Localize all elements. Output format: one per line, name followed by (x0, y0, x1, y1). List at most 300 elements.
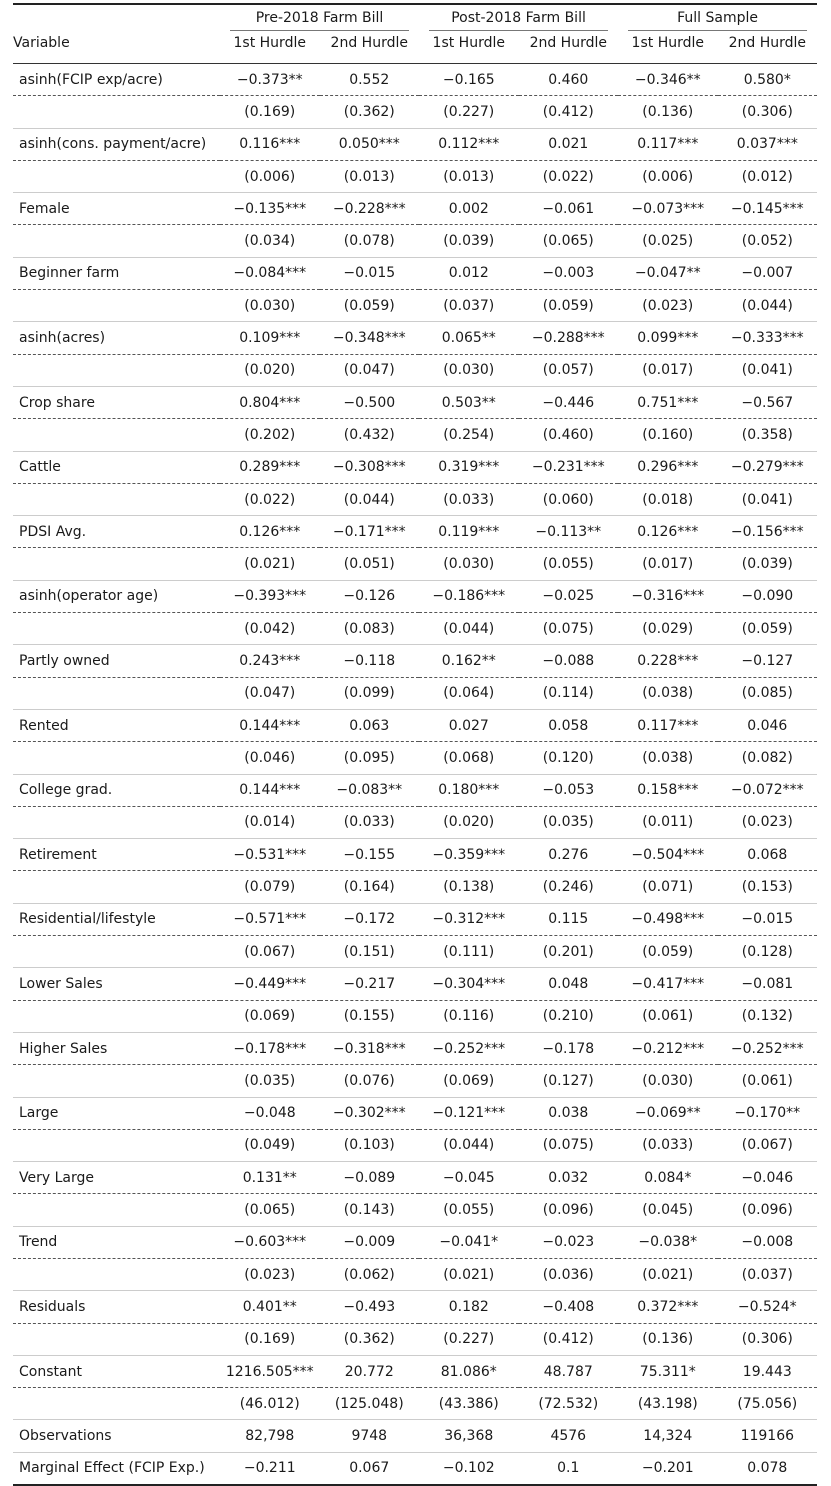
table-cell: −0.212*** (618, 1032, 718, 1064)
variable-label (13, 1323, 220, 1355)
variable-label (13, 1065, 220, 1097)
variable-label (13, 96, 220, 128)
table-cell: (0.069) (419, 1065, 519, 1097)
table-cell: 0.580* (718, 64, 818, 96)
table-cell: (0.059) (519, 290, 619, 322)
table-cell: (0.138) (419, 871, 519, 903)
table-cell: (0.460) (519, 419, 619, 451)
table-cell: 0.021 (519, 128, 619, 160)
table-cell: (0.069) (220, 1000, 320, 1032)
std-error-row (13, 613, 817, 645)
table-cell: −0.312*** (419, 903, 519, 935)
coefficient-row (13, 128, 817, 160)
table-cell: 0.037*** (718, 128, 818, 160)
coefficient-row (13, 1226, 817, 1258)
variable-label: Partly owned (13, 645, 220, 677)
variable-label (13, 1194, 220, 1226)
table-cell: −0.048 (220, 1097, 320, 1129)
table-cell: (0.071) (618, 871, 718, 903)
table-cell: −0.302*** (320, 1097, 420, 1129)
table-cell: (0.067) (718, 1129, 818, 1161)
coefficient-row (13, 839, 817, 871)
table-cell: (0.006) (618, 160, 718, 192)
coefficient-row (13, 451, 817, 483)
table-cell: (0.041) (718, 354, 818, 386)
header-sub-row (13, 35, 817, 64)
table-cell: (0.136) (618, 96, 718, 128)
table-cell: −0.088 (519, 645, 619, 677)
table-cell: 119166 (718, 1420, 818, 1452)
variable-label (13, 613, 220, 645)
table-cell: −0.603*** (220, 1226, 320, 1258)
variable-label: Beginner farm (13, 257, 220, 289)
table-cell: −0.038* (618, 1226, 718, 1258)
table-cell: 0.552 (320, 64, 420, 96)
table-cell: 20.772 (320, 1355, 420, 1387)
coefficient-row (13, 1032, 817, 1064)
table-cell: 75.311* (618, 1355, 718, 1387)
table-cell: −0.279*** (718, 451, 818, 483)
coefficient-row (13, 193, 817, 225)
table-cell: (0.022) (519, 160, 619, 192)
table-cell: −0.333*** (718, 322, 818, 354)
variable-label (13, 936, 220, 968)
table-cell: (0.012) (718, 160, 818, 192)
coefficient-row (13, 709, 817, 741)
table-cell: 0.131** (220, 1162, 320, 1194)
variable-label (13, 160, 220, 192)
table-cell: −0.348*** (320, 322, 420, 354)
table-cell: −0.015 (718, 903, 818, 935)
variable-label: Lower Sales (13, 968, 220, 1000)
table-cell: −0.304*** (419, 968, 519, 1000)
table-cell: (0.055) (519, 548, 619, 580)
table-cell: (0.164) (320, 871, 420, 903)
table-cell: (0.096) (718, 1194, 818, 1226)
table-cell: 0.084* (618, 1162, 718, 1194)
std-error-row (13, 483, 817, 515)
table-cell: (0.306) (718, 96, 818, 128)
table-cell: (0.013) (419, 160, 519, 192)
table-cell: (0.085) (718, 677, 818, 709)
coefficient-row (13, 903, 817, 935)
table-cell: −0.178 (519, 1032, 619, 1064)
variable-header: Variable (13, 35, 220, 64)
table-cell: 0.048 (519, 968, 619, 1000)
std-error-row (13, 1388, 817, 1420)
variable-label: Large (13, 1097, 220, 1129)
coefficient-row (13, 1291, 817, 1323)
table-cell: −0.346** (618, 64, 718, 96)
table-cell: 0.182 (419, 1291, 519, 1323)
variable-label: Constant (13, 1355, 220, 1387)
table-cell: −0.178*** (220, 1032, 320, 1064)
table-cell: (0.021) (618, 1258, 718, 1290)
table-cell: −0.359*** (419, 839, 519, 871)
table-cell: (0.022) (220, 483, 320, 515)
table-cell: (0.044) (419, 1129, 519, 1161)
table-cell: 0.112*** (419, 128, 519, 160)
variable-label: Retirement (13, 839, 220, 871)
table-cell: −0.053 (519, 774, 619, 806)
std-error-row (13, 936, 817, 968)
table-cell: (0.055) (419, 1194, 519, 1226)
std-error-row (13, 290, 817, 322)
table-cell: 0.180*** (419, 774, 519, 806)
std-error-row (13, 742, 817, 774)
table-cell: (0.037) (718, 1258, 818, 1290)
table-cell: −0.069** (618, 1097, 718, 1129)
table-cell: 82,798 (220, 1420, 320, 1452)
variable-label (13, 290, 220, 322)
table-cell: (0.151) (320, 936, 420, 968)
table-cell: (0.033) (419, 483, 519, 515)
table-cell: −0.008 (718, 1226, 818, 1258)
table-cell: (0.042) (220, 613, 320, 645)
variable-label (13, 354, 220, 386)
table-cell: (0.023) (618, 290, 718, 322)
table-cell: (0.136) (618, 1323, 718, 1355)
table-cell: −0.417*** (618, 968, 718, 1000)
table-cell: 0.046 (718, 709, 818, 741)
table-cell: (0.246) (519, 871, 619, 903)
table-cell: (0.039) (718, 548, 818, 580)
table-cell: 0.162** (419, 645, 519, 677)
table-cell: −0.145*** (718, 193, 818, 225)
table-cell: −0.217 (320, 968, 420, 1000)
table-cell: 0.126*** (220, 516, 320, 548)
table-cell: 0.401** (220, 1291, 320, 1323)
table-cell: (0.044) (419, 613, 519, 645)
table-cell: 36,368 (419, 1420, 519, 1452)
table-cell: (0.096) (519, 1194, 619, 1226)
table-cell: (0.362) (320, 96, 420, 128)
table-cell: −0.524* (718, 1291, 818, 1323)
table-cell: −0.308*** (320, 451, 420, 483)
regression-table (13, 3, 817, 1486)
table-cell: (0.059) (618, 936, 718, 968)
coefficient-row (13, 64, 817, 96)
table-cell: −0.009 (320, 1226, 420, 1258)
table-cell: (0.116) (419, 1000, 519, 1032)
std-error-row (13, 1258, 817, 1290)
table-cell: (0.254) (419, 419, 519, 451)
std-error-row (13, 677, 817, 709)
table-cell: −0.493 (320, 1291, 420, 1323)
table-cell: (0.227) (419, 1323, 519, 1355)
table-cell: −0.186*** (419, 580, 519, 612)
table-cell: (0.127) (519, 1065, 619, 1097)
variable-label (13, 419, 220, 451)
table-cell: (0.079) (220, 871, 320, 903)
table-cell: −0.228*** (320, 193, 420, 225)
table-cell: −0.171*** (320, 516, 420, 548)
variable-label: Higher Sales (13, 1032, 220, 1064)
group-header-pre-2018: Pre-2018 Farm Bill (220, 4, 419, 35)
table-cell: −0.373** (220, 64, 320, 96)
table-cell: (0.076) (320, 1065, 420, 1097)
table-cell: 4576 (519, 1420, 619, 1452)
table-cell: (0.039) (419, 225, 519, 257)
table-cell: (0.047) (220, 677, 320, 709)
subheader: 2nd Hurdle (519, 35, 619, 64)
table-cell: (0.111) (419, 936, 519, 968)
coefficient-row (13, 257, 817, 289)
variable-label (13, 1000, 220, 1032)
group-header-full-sample: Full Sample (618, 4, 817, 35)
variable-label: asinh(cons. payment/acre) (13, 128, 220, 160)
table-cell: (0.018) (618, 483, 718, 515)
table-cell: (0.306) (718, 1323, 818, 1355)
table-cell: −0.127 (718, 645, 818, 677)
table-cell: (0.153) (718, 871, 818, 903)
table-cell: 0.289*** (220, 451, 320, 483)
std-error-row (13, 419, 817, 451)
table-cell: (0.025) (618, 225, 718, 257)
table-cell: (0.030) (618, 1065, 718, 1097)
table-cell: 0.065** (419, 322, 519, 354)
variable-label (13, 742, 220, 774)
coefficient-row (13, 968, 817, 1000)
table-cell: −0.170** (718, 1097, 818, 1129)
table-cell: 19.443 (718, 1355, 818, 1387)
table-cell: −0.041* (419, 1226, 519, 1258)
table-cell: (0.059) (320, 290, 420, 322)
coefficient-row (13, 516, 817, 548)
table-cell: −0.408 (519, 1291, 619, 1323)
table-cell: −0.072*** (718, 774, 818, 806)
table-cell: −0.045 (419, 1162, 519, 1194)
table-cell: −0.252*** (419, 1032, 519, 1064)
table-cell: (46.012) (220, 1388, 320, 1420)
table-cell: (125.048) (320, 1388, 420, 1420)
table-cell: 0.460 (519, 64, 619, 96)
table-cell: (0.052) (718, 225, 818, 257)
table-cell: 81.086* (419, 1355, 519, 1387)
variable-label: Female (13, 193, 220, 225)
std-error-row (13, 871, 817, 903)
table-cell: −0.084*** (220, 257, 320, 289)
table-cell: −0.126 (320, 580, 420, 612)
table-cell: −0.571*** (220, 903, 320, 935)
table-cell: (0.047) (320, 354, 420, 386)
coefficient-row (13, 1097, 817, 1129)
table-cell: −0.318*** (320, 1032, 420, 1064)
table-cell: 14,324 (618, 1420, 718, 1452)
table-cell: (0.020) (419, 806, 519, 838)
table-cell: 0.751*** (618, 386, 718, 418)
table-cell: (0.046) (220, 742, 320, 774)
coefficient-row (13, 645, 817, 677)
table-cell: (0.227) (419, 96, 519, 128)
table-cell: 0.116*** (220, 128, 320, 160)
table-cell: (0.021) (220, 548, 320, 580)
variable-label: Rented (13, 709, 220, 741)
observations-row (13, 1420, 817, 1452)
std-error-row (13, 1065, 817, 1097)
table-cell: (0.412) (519, 96, 619, 128)
table-cell: (0.067) (220, 936, 320, 968)
table-cell: (0.021) (419, 1258, 519, 1290)
subheader: 1st Hurdle (220, 35, 320, 64)
variable-label: Residuals (13, 1291, 220, 1323)
table-cell: 0.296*** (618, 451, 718, 483)
variable-label: Cattle (13, 451, 220, 483)
variable-label: PDSI Avg. (13, 516, 220, 548)
table-cell: (43.386) (419, 1388, 519, 1420)
table-cell: (0.075) (519, 1129, 619, 1161)
variable-label: College grad. (13, 774, 220, 806)
table-cell: 0.144*** (220, 774, 320, 806)
table-cell: (0.060) (519, 483, 619, 515)
table-cell: (0.014) (220, 806, 320, 838)
table-cell: (0.362) (320, 1323, 420, 1355)
marginal-effect-row (13, 1452, 817, 1485)
table-cell: 0.119*** (419, 516, 519, 548)
table-cell: −0.015 (320, 257, 420, 289)
table-cell: −0.081 (718, 968, 818, 1000)
std-error-row (13, 1000, 817, 1032)
coefficient-row (13, 386, 817, 418)
table-cell: 0.032 (519, 1162, 619, 1194)
table-cell: 0.012 (419, 257, 519, 289)
std-error-row (13, 806, 817, 838)
table-cell: 0.144*** (220, 709, 320, 741)
table-cell: (0.128) (718, 936, 818, 968)
table-cell: −0.165 (419, 64, 519, 96)
table-cell: (0.169) (220, 96, 320, 128)
table-cell: (72.532) (519, 1388, 619, 1420)
table-cell: (0.065) (220, 1194, 320, 1226)
variable-label: asinh(FCIP exp/acre) (13, 64, 220, 96)
table-cell: (0.036) (519, 1258, 619, 1290)
coefficient-row (13, 580, 817, 612)
table-cell: −0.047** (618, 257, 718, 289)
table-cell: (0.033) (618, 1129, 718, 1161)
variable-label (13, 1129, 220, 1161)
table-cell: 0.243*** (220, 645, 320, 677)
table-cell: 0.126*** (618, 516, 718, 548)
table-cell: (0.114) (519, 677, 619, 709)
variable-label (13, 225, 220, 257)
table-cell: −0.025 (519, 580, 619, 612)
table-cell: −0.504*** (618, 839, 718, 871)
header-group-row (13, 4, 817, 35)
table-cell: −0.446 (519, 386, 619, 418)
table-cell: 0.099*** (618, 322, 718, 354)
variable-label: Crop share (13, 386, 220, 418)
table-cell: (0.034) (220, 225, 320, 257)
table-cell: (0.029) (618, 613, 718, 645)
table-cell: (0.017) (618, 354, 718, 386)
table-cell: (0.038) (618, 742, 718, 774)
std-error-row (13, 1129, 817, 1161)
coefficient-row (13, 774, 817, 806)
table-cell: (0.033) (320, 806, 420, 838)
table-cell: 9748 (320, 1420, 420, 1452)
variable-label (13, 677, 220, 709)
table-cell: (0.061) (718, 1065, 818, 1097)
table-cell: (0.057) (519, 354, 619, 386)
variable-label (13, 806, 220, 838)
std-error-row (13, 1194, 817, 1226)
table-cell: 0.078 (718, 1452, 818, 1485)
variable-label: Residential/lifestyle (13, 903, 220, 935)
table-cell: −0.211 (220, 1452, 320, 1485)
table-cell: −0.135*** (220, 193, 320, 225)
table-cell: −0.023 (519, 1226, 619, 1258)
std-error-row (13, 225, 817, 257)
table-cell: (0.062) (320, 1258, 420, 1290)
table-cell: −0.113** (519, 516, 619, 548)
subheader: 2nd Hurdle (320, 35, 420, 64)
table-cell: −0.567 (718, 386, 818, 418)
variable-label: Observations (13, 1420, 220, 1452)
table-cell: 0.038 (519, 1097, 619, 1129)
table-cell: (0.044) (320, 483, 420, 515)
variable-label (13, 483, 220, 515)
table-cell: 0.067 (320, 1452, 420, 1485)
table-cell: (0.049) (220, 1129, 320, 1161)
table-cell: 0.109*** (220, 322, 320, 354)
table-cell: (0.011) (618, 806, 718, 838)
table-cell: 0.068 (718, 839, 818, 871)
table-cell: 0.158*** (618, 774, 718, 806)
std-error-row (13, 1323, 817, 1355)
table-cell: −0.073*** (618, 193, 718, 225)
table-cell: 1216.505*** (220, 1355, 320, 1387)
table-cell: (0.078) (320, 225, 420, 257)
variable-label: Trend (13, 1226, 220, 1258)
table-cell: (0.120) (519, 742, 619, 774)
table-cell: −0.046 (718, 1162, 818, 1194)
table-cell: 0.117*** (618, 709, 718, 741)
table-cell: −0.498*** (618, 903, 718, 935)
table-cell: −0.172 (320, 903, 420, 935)
group-header-post-2018: Post-2018 Farm Bill (419, 4, 618, 35)
table-cell: (0.075) (519, 613, 619, 645)
table-cell: −0.003 (519, 257, 619, 289)
table-cell: −0.007 (718, 257, 818, 289)
table-cell: (0.412) (519, 1323, 619, 1355)
table-cell: (0.030) (419, 548, 519, 580)
table-cell: 0.503** (419, 386, 519, 418)
table-cell: −0.090 (718, 580, 818, 612)
table-cell: 0.027 (419, 709, 519, 741)
table-cell: (0.210) (519, 1000, 619, 1032)
table-cell: 0.804*** (220, 386, 320, 418)
table-cell: −0.531*** (220, 839, 320, 871)
table-cell: (0.103) (320, 1129, 420, 1161)
table-cell: −0.156*** (718, 516, 818, 548)
variable-label: Marginal Effect (FCIP Exp.) (13, 1452, 220, 1485)
table-cell: 48.787 (519, 1355, 619, 1387)
variable-label (13, 1388, 220, 1420)
table-cell: (0.017) (618, 548, 718, 580)
coefficient-row (13, 1162, 817, 1194)
table-cell: (0.006) (220, 160, 320, 192)
table-cell: (0.201) (519, 936, 619, 968)
table-cell: −0.500 (320, 386, 420, 418)
subheader: 2nd Hurdle (718, 35, 818, 64)
table-cell: (0.023) (220, 1258, 320, 1290)
table-cell: −0.201 (618, 1452, 718, 1485)
table-cell: (0.023) (718, 806, 818, 838)
table-cell: (75.056) (718, 1388, 818, 1420)
table-cell: −0.102 (419, 1452, 519, 1485)
table-body (13, 64, 817, 1486)
table-cell: −0.118 (320, 645, 420, 677)
